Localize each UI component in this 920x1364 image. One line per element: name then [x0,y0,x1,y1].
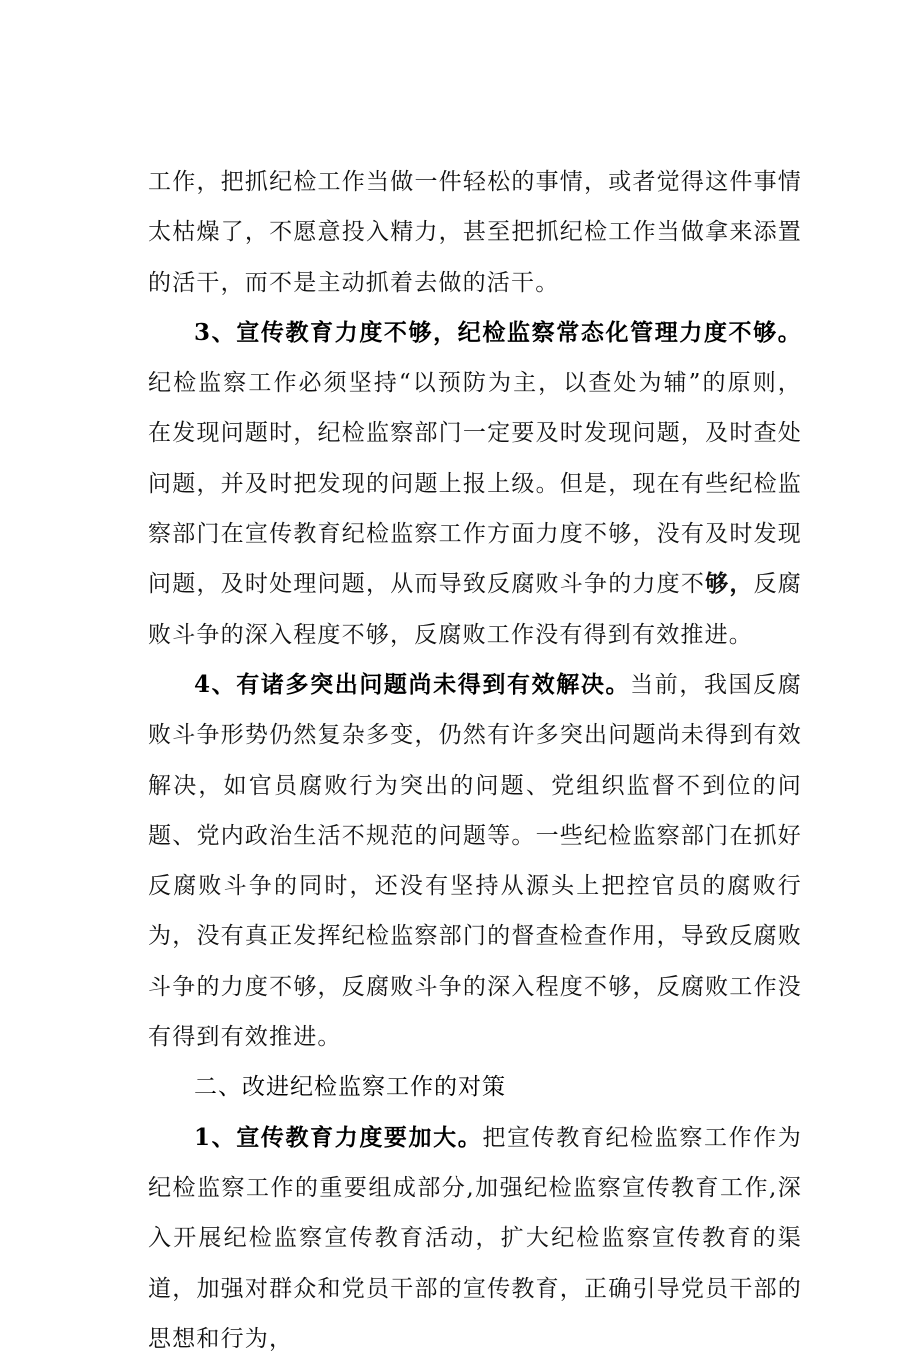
paragraph-countermeasure-1 [148,1113,802,1364]
item-3-text-a: 纪检监察工作必须坚持“以预防为主，以查处为辅”的原则，在发现问题时，纪检监察部门一定要及时发现问题，及时查处问题，并及时把发现的问题上报上级。但是，现在有些纪检监察部门在宣传教育纪检监察工作方面力度不够，没有及时发现问题，及时处理问题，从而导致反腐败斗争的力度不 [148,370,802,598]
item-3-heading: 3、宣传教育力度不够，纪检监察常态化管理力度不够。 [194,318,802,346]
item-3-text-b: 反腐败斗争的深入程度不够，反腐败工作没有得到有效推进。 [148,571,803,648]
item-4-text: 当前，我国反腐败斗争形势仍然复杂多变，仍然有许多突出问题尚未得到有效解决，如官员腐败行为突出的问题、党组织监督不到位的问题、党内政治生活不规范的问题等。一些纪检监察部门在抓好反腐败斗争的同时，还没有坚持从源头上把控官员的腐败行为，没有真正发挥纪检监察部门的督查检查作用，导致反腐败斗争的力度不够，反腐败斗争的深入程度不够，反腐败工作没有得到有效推进。 [148,671,802,1051]
document-page [148,157,802,1364]
paragraph-item-4 [148,660,802,1062]
countermeasure-1-heading: 1、宣传教育力度要加大。 [194,1123,483,1151]
paragraph-continuation [148,157,802,308]
paragraph-item-3 [148,308,802,660]
countermeasure-1-text: 把宣传教育纪检监察工作作为纪检监察工作的重要组成部分,加强纪检监察宣传教育工作,深入开展纪检监察宣传教育活动，扩大纪检监察宣传教育的渠道，加强对群众和党员干部的宣传教育，正确引导党员干部的思想和行为， [148,1124,802,1352]
paragraph-text: 工作，把抓纪检工作当做一件轻松的事情，或者觉得这件事情太枯燥了，不愿意投入精力，甚至把抓纪检工作当做拿来添置的活干，而不是主动抓着去做的活干。 [148,169,802,296]
item-4-heading: 4、有诸多突出问题尚未得到有效解决。 [194,670,631,698]
section-heading: 二、改进纪检监察工作的对策 [194,1074,506,1101]
item-3-bold-char: 够， [705,570,754,598]
